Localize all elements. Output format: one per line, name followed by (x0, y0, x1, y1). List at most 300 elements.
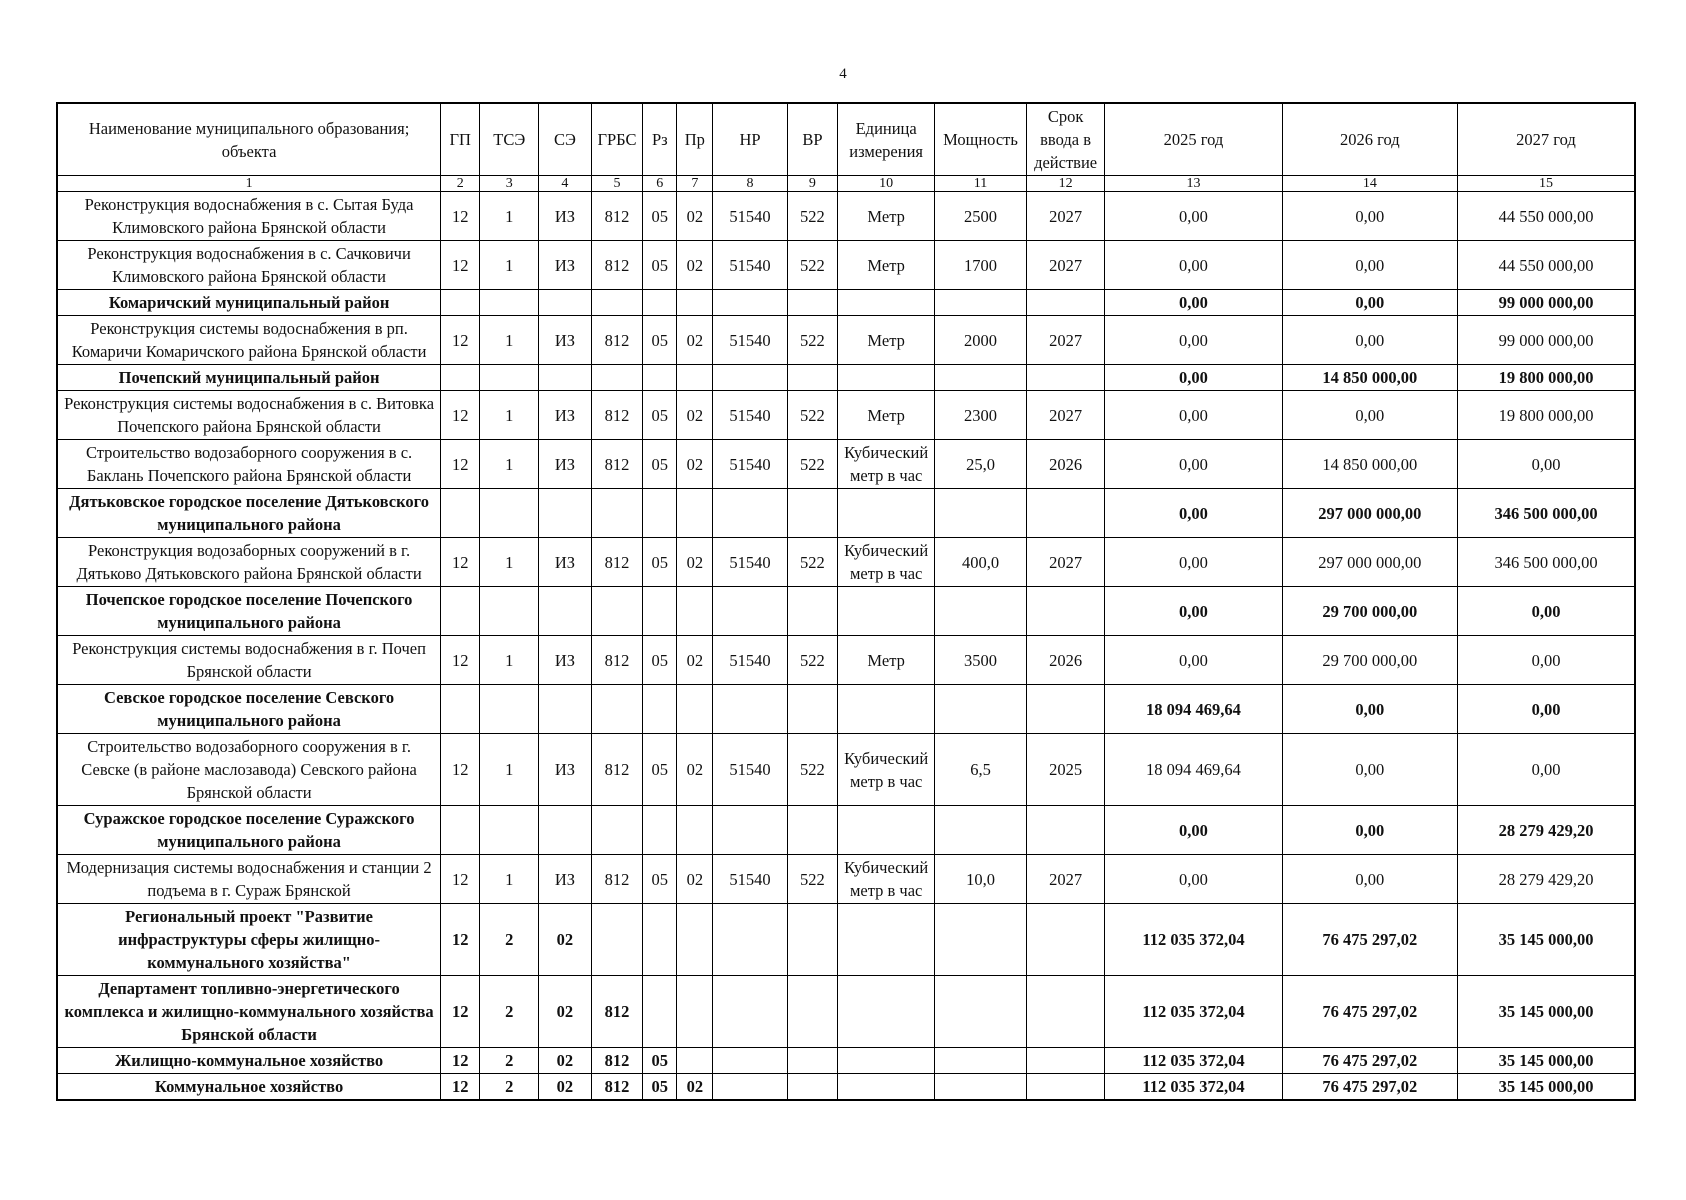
table-row (57, 855, 1635, 904)
unit-cell (838, 976, 935, 1048)
deadline-cell (1026, 976, 1104, 1048)
column-number: 15 (1458, 176, 1636, 192)
amount-2025-cell: 0,00 (1105, 440, 1282, 489)
amount-2026-cell: 14 850 000,00 (1282, 440, 1457, 489)
rz-cell (643, 806, 677, 855)
table-row (57, 734, 1635, 806)
amount-2026-cell: 0,00 (1282, 685, 1457, 734)
nr-cell (713, 685, 787, 734)
grbs-cell: 812 (591, 241, 643, 290)
grbs-cell (591, 290, 643, 316)
name-cell: Почепский муниципальный район (57, 365, 441, 391)
table-row (57, 587, 1635, 636)
column-number-row (57, 176, 1635, 192)
amount-2026-cell: 297 000 000,00 (1282, 489, 1457, 538)
column-number: 4 (539, 176, 592, 192)
amount-2026-cell: 0,00 (1282, 391, 1457, 440)
nr-cell (713, 976, 787, 1048)
amount-2027-cell: 0,00 (1458, 440, 1636, 489)
pr-cell: 02 (677, 241, 713, 290)
rz-cell: 05 (643, 636, 677, 685)
name-cell: Севское городское поселение Севского муниципального района (57, 685, 441, 734)
nr-cell (713, 489, 787, 538)
name-cell: Региональный проект "Развитие инфраструктуры сферы жилищно-коммунального хозяйства" (57, 904, 441, 976)
header-cell: Срок ввода в действие (1026, 103, 1104, 176)
capacity-cell (935, 1048, 1027, 1074)
gp-cell: 12 (441, 1074, 480, 1101)
column-number: 14 (1282, 176, 1457, 192)
name-cell: Почепское городское поселение Почепского муниципального района (57, 587, 441, 636)
capacity-cell: 2000 (935, 316, 1027, 365)
vr-cell: 522 (787, 241, 838, 290)
name-cell: Реконструкция системы водоснабжения в рп. Комаричи Комаричского района Брянской области (57, 316, 441, 365)
rz-cell: 05 (643, 316, 677, 365)
nr-cell (713, 365, 787, 391)
pr-cell (677, 365, 713, 391)
name-cell: Реконструкция водозаборных сооружений в г. Дятьково Дятьковского района Брянской области (57, 538, 441, 587)
amount-2025-cell: 0,00 (1105, 636, 1282, 685)
gp-cell: 12 (441, 636, 480, 685)
amount-2025-cell: 112 035 372,04 (1105, 1048, 1282, 1074)
amount-2026-cell: 0,00 (1282, 241, 1457, 290)
table-row (57, 685, 1635, 734)
se-cell (539, 290, 592, 316)
vr-cell (787, 806, 838, 855)
vr-cell (787, 587, 838, 636)
pr-cell (677, 685, 713, 734)
name-cell: Жилищно-коммунальное хозяйство (57, 1048, 441, 1074)
name-cell: Коммунальное хозяйство (57, 1074, 441, 1101)
grbs-cell: 812 (591, 1048, 643, 1074)
tse-cell: 2 (480, 1074, 539, 1101)
capacity-cell: 400,0 (935, 538, 1027, 587)
tse-cell: 1 (480, 241, 539, 290)
gp-cell: 12 (441, 241, 480, 290)
unit-cell (838, 685, 935, 734)
deadline-cell: 2026 (1026, 440, 1104, 489)
column-number: 2 (441, 176, 480, 192)
se-cell (539, 806, 592, 855)
deadline-cell: 2027 (1026, 316, 1104, 365)
gp-cell: 12 (441, 976, 480, 1048)
rz-cell (643, 365, 677, 391)
amount-2027-cell: 0,00 (1458, 685, 1636, 734)
rz-cell: 05 (643, 241, 677, 290)
table-row (57, 489, 1635, 538)
amount-2026-cell: 0,00 (1282, 734, 1457, 806)
unit-cell (838, 806, 935, 855)
column-number: 12 (1026, 176, 1104, 192)
grbs-cell: 812 (591, 855, 643, 904)
table-row (57, 192, 1635, 241)
grbs-cell (591, 685, 643, 734)
grbs-cell (591, 806, 643, 855)
grbs-cell: 812 (591, 1074, 643, 1101)
deadline-cell: 2027 (1026, 538, 1104, 587)
amount-2025-cell: 0,00 (1105, 192, 1282, 241)
pr-cell (677, 489, 713, 538)
header-cell: ВР (787, 103, 838, 176)
deadline-cell: 2027 (1026, 855, 1104, 904)
pr-cell (677, 1048, 713, 1074)
amount-2025-cell: 0,00 (1105, 391, 1282, 440)
pr-cell: 02 (677, 440, 713, 489)
amount-2027-cell: 19 800 000,00 (1458, 365, 1636, 391)
capacity-cell: 25,0 (935, 440, 1027, 489)
table-row (57, 365, 1635, 391)
unit-cell: Кубический метр в час (838, 538, 935, 587)
se-cell (539, 489, 592, 538)
tse-cell (480, 685, 539, 734)
pr-cell (677, 904, 713, 976)
vr-cell: 522 (787, 734, 838, 806)
amount-2026-cell: 29 700 000,00 (1282, 636, 1457, 685)
nr-cell: 51540 (713, 734, 787, 806)
gp-cell: 12 (441, 391, 480, 440)
capacity-cell (935, 489, 1027, 538)
unit-cell: Кубический метр в час (838, 440, 935, 489)
unit-cell: Метр (838, 391, 935, 440)
deadline-cell (1026, 904, 1104, 976)
deadline-cell (1026, 1074, 1104, 1101)
table-row (57, 806, 1635, 855)
pr-cell: 02 (677, 636, 713, 685)
tse-cell: 1 (480, 440, 539, 489)
gp-cell (441, 489, 480, 538)
grbs-cell (591, 489, 643, 538)
amount-2027-cell: 35 145 000,00 (1458, 1074, 1636, 1101)
amount-2026-cell: 76 475 297,02 (1282, 1074, 1457, 1101)
unit-cell: Метр (838, 192, 935, 241)
grbs-cell (591, 904, 643, 976)
amount-2025-cell: 0,00 (1105, 489, 1282, 538)
nr-cell: 51540 (713, 538, 787, 587)
amount-2025-cell: 0,00 (1105, 241, 1282, 290)
amount-2027-cell: 0,00 (1458, 587, 1636, 636)
amount-2025-cell: 112 035 372,04 (1105, 904, 1282, 976)
gp-cell (441, 587, 480, 636)
amount-2027-cell: 44 550 000,00 (1458, 241, 1636, 290)
header-row (57, 103, 1635, 176)
pr-cell: 02 (677, 855, 713, 904)
grbs-cell: 812 (591, 636, 643, 685)
deadline-cell (1026, 290, 1104, 316)
nr-cell: 51540 (713, 855, 787, 904)
gp-cell: 12 (441, 1048, 480, 1074)
amount-2026-cell: 76 475 297,02 (1282, 904, 1457, 976)
pr-cell (677, 806, 713, 855)
pr-cell (677, 587, 713, 636)
header-cell: Пр (677, 103, 713, 176)
column-number: 13 (1105, 176, 1282, 192)
deadline-cell (1026, 806, 1104, 855)
rz-cell: 05 (643, 192, 677, 241)
amount-2026-cell: 29 700 000,00 (1282, 587, 1457, 636)
table-row (57, 440, 1635, 489)
name-cell: Дятьковское городское поселение Дятьковского муниципального района (57, 489, 441, 538)
deadline-cell (1026, 1048, 1104, 1074)
gp-cell (441, 290, 480, 316)
table-row (57, 904, 1635, 976)
amount-2027-cell: 35 145 000,00 (1458, 904, 1636, 976)
amount-2025-cell: 18 094 469,64 (1105, 734, 1282, 806)
name-cell: Департамент топливно-энергетического комплекса и жилищно-коммунального хозяйства Брянской области (57, 976, 441, 1048)
nr-cell (713, 290, 787, 316)
amount-2027-cell: 35 145 000,00 (1458, 1048, 1636, 1074)
nr-cell: 51540 (713, 316, 787, 365)
grbs-cell: 812 (591, 316, 643, 365)
column-number: 8 (713, 176, 787, 192)
tse-cell (480, 489, 539, 538)
amount-2026-cell: 0,00 (1282, 806, 1457, 855)
header-cell: ТСЭ (480, 103, 539, 176)
vr-cell (787, 489, 838, 538)
table-row (57, 636, 1635, 685)
column-number: 3 (480, 176, 539, 192)
table-row (57, 290, 1635, 316)
name-cell: Реконструкция водоснабжения в с. Сытая Буда Климовского района Брянской области (57, 192, 441, 241)
table-row (57, 1074, 1635, 1101)
unit-cell (838, 365, 935, 391)
se-cell: ИЗ (539, 734, 592, 806)
se-cell (539, 685, 592, 734)
amount-2026-cell: 0,00 (1282, 855, 1457, 904)
grbs-cell (591, 365, 643, 391)
rz-cell: 05 (643, 538, 677, 587)
amount-2027-cell: 0,00 (1458, 734, 1636, 806)
rz-cell: 05 (643, 734, 677, 806)
nr-cell (713, 904, 787, 976)
amount-2025-cell: 0,00 (1105, 290, 1282, 316)
nr-cell: 51540 (713, 241, 787, 290)
tse-cell: 2 (480, 904, 539, 976)
deadline-cell: 2027 (1026, 391, 1104, 440)
rz-cell: 05 (643, 1048, 677, 1074)
capacity-cell: 2300 (935, 391, 1027, 440)
tse-cell: 1 (480, 636, 539, 685)
tse-cell: 2 (480, 1048, 539, 1074)
vr-cell (787, 1074, 838, 1101)
name-cell: Суражское городское поселение Суражского муниципального района (57, 806, 441, 855)
grbs-cell: 812 (591, 976, 643, 1048)
se-cell: ИЗ (539, 316, 592, 365)
amount-2026-cell: 0,00 (1282, 290, 1457, 316)
deadline-cell (1026, 587, 1104, 636)
se-cell: ИЗ (539, 241, 592, 290)
tse-cell: 1 (480, 316, 539, 365)
se-cell (539, 587, 592, 636)
nr-cell (713, 806, 787, 855)
rz-cell: 05 (643, 855, 677, 904)
pr-cell: 02 (677, 192, 713, 241)
tse-cell (480, 365, 539, 391)
rz-cell: 05 (643, 1074, 677, 1101)
column-number: 7 (677, 176, 713, 192)
se-cell: ИЗ (539, 440, 592, 489)
amount-2026-cell: 297 000 000,00 (1282, 538, 1457, 587)
rz-cell: 05 (643, 391, 677, 440)
tse-cell: 1 (480, 192, 539, 241)
grbs-cell (591, 587, 643, 636)
capacity-cell (935, 290, 1027, 316)
deadline-cell (1026, 489, 1104, 538)
vr-cell: 522 (787, 855, 838, 904)
name-cell: Строительство водозаборного сооружения в г. Севске (в районе маслозавода) Севского района Брянской области (57, 734, 441, 806)
column-number: 5 (591, 176, 643, 192)
amount-2026-cell: 76 475 297,02 (1282, 1048, 1457, 1074)
gp-cell: 12 (441, 192, 480, 241)
amount-2025-cell: 112 035 372,04 (1105, 976, 1282, 1048)
grbs-cell: 812 (591, 440, 643, 489)
amount-2025-cell: 0,00 (1105, 806, 1282, 855)
capacity-cell (935, 976, 1027, 1048)
header-cell: ГРБС (591, 103, 643, 176)
rz-cell (643, 587, 677, 636)
tse-cell: 2 (480, 976, 539, 1048)
name-cell: Реконструкция системы водоснабжения в г. Почеп Брянской области (57, 636, 441, 685)
se-cell: ИЗ (539, 636, 592, 685)
capacity-cell: 2500 (935, 192, 1027, 241)
amount-2025-cell: 0,00 (1105, 587, 1282, 636)
se-cell: 02 (539, 1048, 592, 1074)
vr-cell: 522 (787, 636, 838, 685)
amount-2027-cell: 19 800 000,00 (1458, 391, 1636, 440)
se-cell: 02 (539, 904, 592, 976)
rz-cell (643, 489, 677, 538)
vr-cell (787, 290, 838, 316)
pr-cell: 02 (677, 734, 713, 806)
gp-cell: 12 (441, 855, 480, 904)
amount-2025-cell: 0,00 (1105, 316, 1282, 365)
vr-cell: 522 (787, 440, 838, 489)
amount-2027-cell: 0,00 (1458, 636, 1636, 685)
amount-2026-cell: 76 475 297,02 (1282, 976, 1457, 1048)
deadline-cell: 2027 (1026, 241, 1104, 290)
capacity-cell: 10,0 (935, 855, 1027, 904)
column-number: 10 (838, 176, 935, 192)
grbs-cell: 812 (591, 734, 643, 806)
budget-table (56, 102, 1636, 1101)
se-cell: ИЗ (539, 538, 592, 587)
gp-cell: 12 (441, 316, 480, 365)
header-cell: ГП (441, 103, 480, 176)
pr-cell (677, 976, 713, 1048)
nr-cell (713, 1048, 787, 1074)
vr-cell: 522 (787, 316, 838, 365)
vr-cell (787, 365, 838, 391)
rz-cell: 05 (643, 440, 677, 489)
table-row (57, 538, 1635, 587)
grbs-cell: 812 (591, 192, 643, 241)
header-cell: 2026 год (1282, 103, 1457, 176)
grbs-cell: 812 (591, 391, 643, 440)
vr-cell (787, 904, 838, 976)
unit-cell (838, 587, 935, 636)
tse-cell (480, 587, 539, 636)
name-cell: Строительство водозаборного сооружения в с. Баклань Почепского района Брянской области (57, 440, 441, 489)
tse-cell: 1 (480, 855, 539, 904)
vr-cell (787, 976, 838, 1048)
deadline-cell (1026, 685, 1104, 734)
table-row (57, 391, 1635, 440)
deadline-cell: 2027 (1026, 192, 1104, 241)
se-cell: 02 (539, 1074, 592, 1101)
page-number: 4 (839, 66, 847, 82)
header-cell: 2025 год (1105, 103, 1282, 176)
unit-cell: Кубический метр в час (838, 855, 935, 904)
capacity-cell: 6,5 (935, 734, 1027, 806)
capacity-cell: 3500 (935, 636, 1027, 685)
column-number: 6 (643, 176, 677, 192)
tse-cell (480, 290, 539, 316)
rz-cell (643, 976, 677, 1048)
nr-cell: 51540 (713, 192, 787, 241)
table-row (57, 316, 1635, 365)
unit-cell: Метр (838, 241, 935, 290)
capacity-cell (935, 587, 1027, 636)
unit-cell (838, 290, 935, 316)
name-cell: Реконструкция водоснабжения в с. Сачковичи Климовского района Брянской области (57, 241, 441, 290)
gp-cell: 12 (441, 440, 480, 489)
capacity-cell: 1700 (935, 241, 1027, 290)
capacity-cell (935, 904, 1027, 976)
pr-cell (677, 290, 713, 316)
header-cell: НР (713, 103, 787, 176)
amount-2025-cell: 0,00 (1105, 855, 1282, 904)
header-cell: Рз (643, 103, 677, 176)
table-row (57, 241, 1635, 290)
tse-cell: 1 (480, 391, 539, 440)
vr-cell: 522 (787, 391, 838, 440)
vr-cell (787, 1048, 838, 1074)
amount-2027-cell: 28 279 429,20 (1458, 806, 1636, 855)
gp-cell: 12 (441, 904, 480, 976)
name-cell: Реконструкция системы водоснабжения в с. Витовка Почепского района Брянской области (57, 391, 441, 440)
capacity-cell (935, 806, 1027, 855)
amount-2025-cell: 0,00 (1105, 365, 1282, 391)
unit-cell (838, 489, 935, 538)
unit-cell: Метр (838, 636, 935, 685)
amount-2027-cell: 35 145 000,00 (1458, 976, 1636, 1048)
capacity-cell (935, 365, 1027, 391)
amount-2027-cell: 99 000 000,00 (1458, 290, 1636, 316)
se-cell: ИЗ (539, 192, 592, 241)
rz-cell (643, 290, 677, 316)
unit-cell: Метр (838, 316, 935, 365)
amount-2027-cell: 44 550 000,00 (1458, 192, 1636, 241)
rz-cell (643, 904, 677, 976)
amount-2027-cell: 346 500 000,00 (1458, 538, 1636, 587)
amount-2027-cell: 346 500 000,00 (1458, 489, 1636, 538)
header-cell: СЭ (539, 103, 592, 176)
unit-cell (838, 1074, 935, 1101)
vr-cell: 522 (787, 192, 838, 241)
rz-cell (643, 685, 677, 734)
se-cell: ИЗ (539, 855, 592, 904)
gp-cell (441, 365, 480, 391)
tse-cell (480, 806, 539, 855)
gp-cell (441, 806, 480, 855)
gp-cell: 12 (441, 734, 480, 806)
amount-2026-cell: 0,00 (1282, 192, 1457, 241)
nr-cell (713, 1074, 787, 1101)
tse-cell: 1 (480, 734, 539, 806)
table-row (57, 1048, 1635, 1074)
se-cell: 02 (539, 976, 592, 1048)
column-number: 11 (935, 176, 1027, 192)
amount-2027-cell: 28 279 429,20 (1458, 855, 1636, 904)
column-number: 1 (57, 176, 441, 192)
